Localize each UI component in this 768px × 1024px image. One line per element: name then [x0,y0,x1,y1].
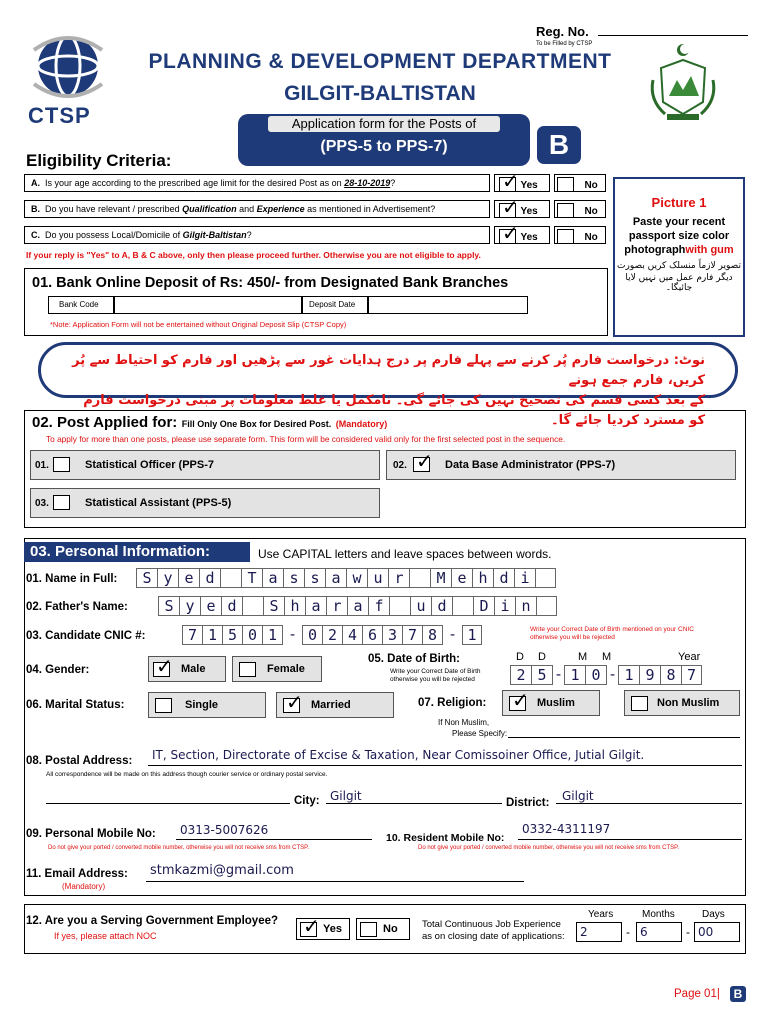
cnic-field[interactable] [182,625,482,645]
char-cell[interactable]: 2 [322,625,342,645]
char-cell[interactable]: 0 [242,625,262,645]
checkmark-icon: ✓ [502,194,519,219]
email-line [146,866,524,882]
res-note: Do not give your ported / converted mobile number, otherwise you will not receive sms from CTSP. [418,845,680,851]
postal-label: 08. Postal Address: [26,755,133,767]
char-cell[interactable]: 9 [639,665,660,685]
govt-yes[interactable]: ✓ Yes [296,918,350,940]
govt-no[interactable]: No [356,918,410,940]
res-value[interactable]: 0332-4311197 [522,822,611,836]
post-heading: 02. Post Applied for: [32,414,178,431]
char-cell[interactable]: u [410,596,431,616]
char-cell[interactable]: 1 [618,665,639,685]
char-cell[interactable]: h [284,596,305,616]
char-cell[interactable]: e [200,596,221,616]
post-option-2[interactable]: 02. ✓ Data Base Administrator (PPS-7) [386,450,736,480]
deposit-date-label: Deposit Date [302,296,368,314]
char-cell[interactable]: 2 [510,665,531,685]
personal-heading: 03. Personal Information: [24,542,250,562]
post-option-1[interactable]: 01. Statistical Officer (PPS-7 [30,450,380,480]
char-cell[interactable]: 8 [422,625,442,645]
city-value[interactable]: Gilgit [330,789,362,803]
post-sub: Fill Only One Box for Desired Post. [181,419,332,429]
emblem-icon [645,40,721,122]
govt-label: 12. Are you a Serving Government Employee? [26,915,279,927]
char-cell[interactable]: D [473,596,494,616]
char-cell[interactable]: r [326,596,347,616]
char-cell[interactable]: a [325,568,346,588]
char-cell[interactable]: S [136,568,157,588]
char-cell[interactable]: d [221,596,242,616]
bank-code-field[interactable] [114,296,302,314]
exp-years-hdr: Years [588,909,614,920]
char-cell[interactable]: i [514,568,535,588]
char-cell[interactable]: e [451,568,472,588]
char-cell[interactable]: 0 [302,625,322,645]
char-cell[interactable]: 7 [182,625,202,645]
char-cell[interactable]: S [263,596,284,616]
specify-field[interactable] [508,726,740,738]
picture-line2: passport size color [628,230,730,242]
personal-instr: Use CAPITAL letters and leave spaces between words. [258,547,552,561]
char-cell[interactable]: r [388,568,409,588]
char-cell[interactable]: y [157,568,178,588]
dob-label: 05. Date of Birth: [368,653,461,665]
notice-line2: کے بعد کسی قسم کی تصحیح نہیں کی جائے گی۔ نامکمل یا غلط معلومات پر مبنی درخواست فارم کو مسترد کردیا جائے گا۔ [83,393,705,428]
res-label: 10. Resident Mobile No: [386,832,505,844]
char-cell[interactable]: - [553,665,564,683]
logo-text: CTSP [28,103,91,128]
eligibility-row-b: B. Do you have relevant / prescribed Qualification and Experience as mentioned in Advertisement? [24,200,490,218]
char-cell[interactable]: 5 [222,625,242,645]
footer-letter-badge: B [730,986,746,1002]
bank-heading: 01. Bank Online Deposit of Rs: 450/- from Designated Bank Branches [32,275,509,291]
char-cell[interactable]: s [283,568,304,588]
char-cell[interactable]: s [304,568,325,588]
postal-line [148,752,742,766]
char-cell[interactable]: 1 [564,665,585,685]
father-label: 02. Father's Name: [26,601,128,613]
eligibility-heading: Eligibility Criteria: [26,151,172,170]
char-cell[interactable] [452,596,473,616]
char-cell[interactable]: e [178,568,199,588]
char-cell[interactable]: a [262,568,283,588]
char-cell[interactable]: d [199,568,220,588]
char-cell[interactable]: w [346,568,367,588]
checkmark-icon: ✓ [416,449,433,473]
char-cell[interactable]: - [282,625,302,645]
res-line [518,826,742,840]
exp-years[interactable]: 2 [576,922,622,942]
reg-number-field[interactable] [598,22,748,36]
elig-b-no[interactable]: No [554,200,606,218]
postal-note: All correspondence will be made on this address though courier service or ordinary postal service. [46,771,328,778]
exp-dash-1: - [626,925,630,939]
marital-married[interactable]: ✓ Married [276,692,394,718]
char-cell[interactable] [536,596,557,616]
gender-male[interactable]: ✓ Male [148,656,226,682]
char-cell[interactable]: 1 [462,625,482,645]
mobile-label: 09. Personal Mobile No: [26,828,156,840]
religion-muslim[interactable]: ✓ Muslim [502,690,600,716]
elig-c-yes[interactable]: ✓ Yes [494,226,550,244]
mobile-value[interactable]: 0313-5007626 [180,823,269,837]
mobile-line [176,826,372,840]
char-cell[interactable]: - [607,665,618,683]
char-cell[interactable] [242,596,263,616]
post-option-3[interactable]: 03. Statistical Assistant (PPS-5) [30,488,380,518]
reg-label: Reg. No. [536,24,589,39]
marital-label: 06. Marital Status: [26,699,125,711]
char-cell[interactable]: 0 [585,665,606,685]
city-label: City: [294,795,320,807]
char-cell[interactable]: f [368,596,389,616]
char-cell[interactable] [389,596,410,616]
city-line [326,790,502,804]
exp-months-hdr: Months [642,909,675,920]
char-cell[interactable]: a [347,596,368,616]
mobile-note: Do not give your ported / converted mobile number, otherwise you will not receive sms from CTSP. [48,845,310,851]
elig-b-yes[interactable]: ✓ Yes [494,200,550,218]
form-title-tab: Application form for the Posts of [268,116,500,132]
cnic-label: 03. Candidate CNIC #: [26,630,146,642]
elig-c-no[interactable]: No [554,226,606,244]
form-letter-badge: B [537,126,581,164]
char-cell[interactable]: S [158,596,179,616]
notice-line1: نوٹ: درخواست فارم پُر کرنے سے پہلے فارم پر درج ہدایات غور سے پڑھیں اور فارم کو احتیاط سے پُر کریں، فارم جمع ہونے [72,353,705,388]
religion-non-muslim[interactable]: Non Muslim [624,690,740,716]
if-non-muslim: If Non Muslim, [438,718,490,727]
char-cell[interactable]: d [431,596,452,616]
gb-emblem [645,40,721,122]
bank-code-label: Bank Code [48,296,114,314]
char-cell[interactable]: 5 [531,665,552,685]
email-label: 11. Email Address: [26,868,128,880]
checkmark-icon: ✓ [303,914,320,938]
char-cell[interactable]: 1 [262,625,282,645]
exp-months[interactable]: 6 [636,922,682,942]
char-cell[interactable]: y [179,596,200,616]
char-cell[interactable]: 4 [342,625,362,645]
bank-note: *Note: Application Form will not be entertained without Original Deposit Slip (CTSP Copy) [50,320,347,329]
district-line [556,790,742,804]
char-cell[interactable]: T [241,568,262,588]
page-number: Page 01| [674,988,720,1000]
picture-urdu-2: دیگر فارم عمل میں نہیں لایا جائیگا۔ [625,273,733,293]
exp-dash-2: - [686,925,690,939]
deposit-date-field[interactable] [368,296,528,314]
postal-value[interactable]: IT, Section, Directorate of Excise & Taxation, Near Comissoiner Office, Jutial Gilgit. [152,748,645,762]
marital-single[interactable]: Single [148,692,266,718]
char-cell[interactable]: 1 [202,625,222,645]
eligibility-warning: If your reply is "Yes" to A, B & C above, only then please proceed further. Otherwise you are not eligible to apply. [26,250,481,260]
post-note: To apply for more than one posts, please use separate form. This form will be considered valid only for the first selected post in the sequence. [46,434,566,444]
father-name-field[interactable] [158,596,557,616]
char-cell[interactable]: h [472,568,493,588]
exp-days[interactable]: 00 [694,922,740,942]
elig-a-yes[interactable]: ✓ Yes [494,174,550,192]
address-line-2[interactable] [46,790,290,804]
picture-line3: photographwith gum [624,244,734,256]
checkmark-icon: ✓ [512,688,529,712]
picture-title: Picture 1 [651,195,707,210]
checkmark-icon: ✓ [502,168,519,193]
char-cell[interactable]: 7 [681,665,702,685]
exp-days-hdr: Days [702,909,725,920]
cnic-note2: otherwise you will be rejected [530,634,615,641]
char-cell[interactable] [409,568,430,588]
checkmark-icon: ✓ [502,220,519,245]
char-cell[interactable] [535,568,556,588]
dob-headers: D D M M Year [516,651,701,663]
dob-note1: Write your Correct Date of Birth [390,668,481,675]
char-cell[interactable]: 6 [362,625,382,645]
char-cell[interactable]: - [442,625,462,645]
dob-note2: otherwise you will be rejected [390,676,475,683]
name-label: 01. Name in Full: [26,573,118,585]
religion-label: 07. Religion: [418,697,487,709]
eligibility-answers [494,168,610,248]
char-cell[interactable]: a [305,596,326,616]
char-cell[interactable]: M [430,568,451,588]
eligibility-row-a: A. Is your age according to the prescribed age limit for the desired Post as on 28-10-2019? [24,174,490,192]
ctsp-logo [28,30,108,128]
post-mandatory: (Mandatory) [335,419,388,429]
elig-a-no[interactable]: No [554,174,606,192]
district-value[interactable]: Gilgit [562,789,594,803]
dept-subtitle: GILGIT-BALTISTAN [284,82,476,105]
checkmark-icon: ✓ [286,690,303,714]
char-cell[interactable] [220,568,241,588]
please-specify: Please Specify: [452,729,508,738]
eligibility-row-c: C. Do you possess Local/Domicile of Gilgit-Baltistan? [24,226,490,244]
picture-box[interactable] [613,177,745,337]
globe-icon [28,30,108,100]
gender-female[interactable]: Female [232,656,322,682]
exp-label-2: as on closing date of applications: [422,931,565,942]
email-value[interactable]: stmkazmi@gmail.com [150,863,294,878]
char-cell[interactable]: 7 [402,625,422,645]
govt-noc: If yes, please attach NOC [54,931,157,941]
char-cell[interactable]: 3 [382,625,402,645]
cnic-note1: Write your Correct Date of Birth mentioned on your CNIC [530,626,694,633]
picture-urdu-1: تصویر لازماً منسلک کریں بصورت [617,261,741,271]
name-field[interactable] [136,568,556,588]
picture-line1: Paste your recent [632,216,726,228]
pps-range: (PPS-5 to PPS-7) [320,138,448,155]
email-mandatory: (Mandatory) [62,882,106,891]
dept-title: PLANNING & DEVELOPMENT DEPARTMENT [148,50,612,73]
char-cell[interactable]: n [515,596,536,616]
gender-label: 04. Gender: [26,664,90,676]
char-cell[interactable]: 8 [660,665,681,685]
checkmark-icon: ✓ [156,654,173,678]
district-label: District: [506,797,550,809]
dob-field[interactable] [510,665,702,685]
reg-note: To be Filled by CTSP [536,41,593,47]
char-cell[interactable]: i [494,596,515,616]
post-heading-row [32,414,387,432]
char-cell[interactable]: u [367,568,388,588]
exp-label-1: Total Continuous Job Experience [422,919,561,930]
char-cell[interactable]: d [493,568,514,588]
